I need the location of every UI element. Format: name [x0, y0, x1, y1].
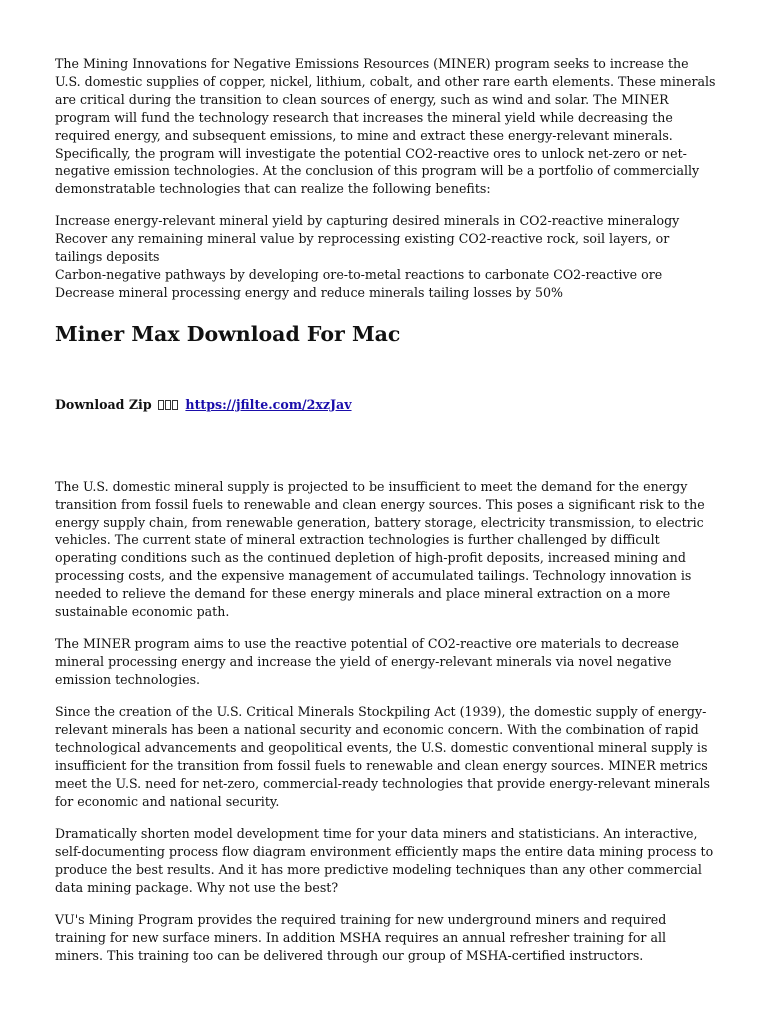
download-label: Download Zip — [55, 396, 152, 412]
document-page — [55, 55, 717, 979]
body-paragraph: The U.S. domestic mineral supply is projected to be insufficient to meet the demand for the energy transition from fossil fuels to renewable and clean energy sources. This poses a significant risk to the energy supply chain, from renewable generation, battery storage, electricity transmission, to electric vehicles. The current state of mineral extraction technologies is further challenged by difficult operating conditions such as the continued depletion of high-profit deposits, increased mining and processing costs, and the expensive management of accumulated tailings. Technology innovation is needed to relieve the demand for these energy minerals and place mineral extraction on a more sustainable economic path. — [55, 478, 705, 620]
benefit-item: Recover any remaining mineral value by reprocessing existing CO2-reactive rock, soil layers, or tailings deposits — [55, 231, 670, 265]
benefits-list — [55, 212, 717, 302]
body-section — [55, 478, 717, 965]
body-paragraph: Since the creation of the U.S. Critical Minerals Stockpiling Act (1939), the domestic supply of energy-relevant minerals has been a national security and economic concern. With the combination of rapid technological advancements and geopolitical events, the U.S. domestic conventional mineral supply is insufficient for the transition from fossil fuels to renewable and clean energy sources. MINER metrics meet the U.S. need for net-zero, commercial-ready technologies that provide energy-relevant minerals for economic and national security. — [55, 704, 710, 809]
intro-paragraph: The Mining Innovations for Negative Emissions Resources (MINER) program seeks to increase the U.S. domestic supplies of copper, nickel, lithium, cobalt, and other rare earth elements. These minerals are critical during the transition to clean sources of energy, such as wind and solar. The MINER program will fund the technology research that increases the mineral yield while decreasing the required energy, and subsequent emissions, to mine and extract these energy-relevant minerals. Specifically, the program will investigate the potential CO2-reactive ores to unlock net-zero or net-negative emission technologies. At the conclusion of this program will be a portfolio of commercially demonstratable technologies that can realize the following benefits: — [55, 56, 716, 197]
benefit-item: Carbon-negative pathways by developing ore-to-metal reactions to carbonate CO2-reactive ore — [55, 266, 663, 282]
download-row — [55, 396, 717, 414]
body-paragraph: Dramatically shorten model development time for your data miners and statisticians. An interactive, self-documenting process flow diagram environment efficiently maps the entire data mining process to produce the best results. And it has more predictive modeling techniques than any other commercial data mining package. Why not use the best? — [55, 826, 714, 895]
benefit-item: Increase energy-relevant mineral yield by capturing desired minerals in CO2-reactive mineralogy — [55, 213, 680, 229]
download-link[interactable]: https://jfilte.com/2xzJav — [185, 396, 352, 412]
benefit-item: Decrease mineral processing energy and reduce minerals tailing losses by 50% — [55, 284, 563, 300]
body-paragraph: VU's Mining Program provides the required training for new underground miners and required training for new surface miners. In addition MSHA requires an annual refresher training for all miners. This training too can be delivered through our group of MSHA-certified instructors. — [55, 912, 667, 964]
page-title: Miner Max Download For Mac — [55, 321, 401, 346]
missing-glyph-icon — [158, 396, 179, 414]
body-paragraph: The MINER program aims to use the reactive potential of CO2-reactive ore materials to decrease mineral processing energy and increase the yield of energy-relevant minerals via novel negative emission technologies. — [55, 636, 679, 688]
